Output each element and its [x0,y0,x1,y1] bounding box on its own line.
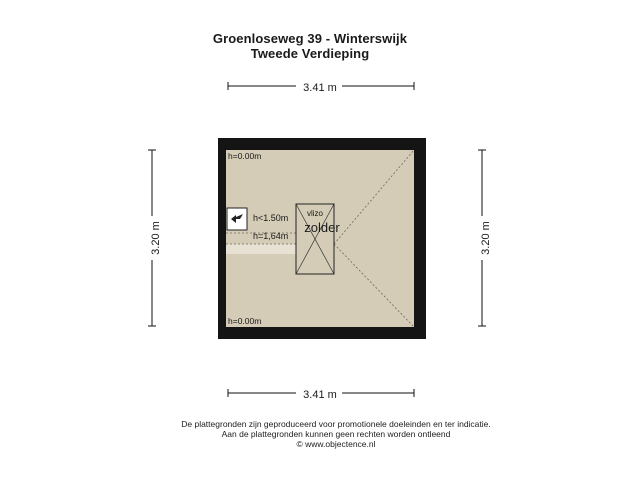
skylight-icon [227,208,247,230]
height-label-bottom-left: h=0.00m [228,316,262,326]
headroom-band [226,244,296,254]
dimension-left [144,150,162,326]
copyright-line: © www.objectence.nl [296,439,376,449]
height-max-label: h=1,64m [253,231,289,241]
dimension-right [474,150,492,326]
dimension-top [228,78,414,94]
plan-address-title: Groenloseweg 39 - Winterswijk [212,31,408,46]
disclaimer-line-2: Aan de plattegronden kunnen geen rechten worden ontleend [221,429,451,439]
dimension-top-label: 3.41 m [303,82,337,94]
dimension-bottom-label: 3.41 m [303,389,337,401]
dimension-bottom [228,385,414,401]
disclaimer-line-1: De plattegronden zijn geproduceerd voor promotionele doeleinden en ter indicatie. [181,419,491,429]
plan-floor-title: Tweede Verdieping [250,46,370,61]
hatch-label: vlizo [306,209,324,218]
room-name: zolder [304,220,340,235]
dimension-right-label: 3.20 m [479,221,492,255]
height-limit-label: h<1.50m [253,213,289,223]
height-label-top-left: h=0.00m [228,151,262,161]
dimension-left-label: 3.20 m [149,221,162,255]
